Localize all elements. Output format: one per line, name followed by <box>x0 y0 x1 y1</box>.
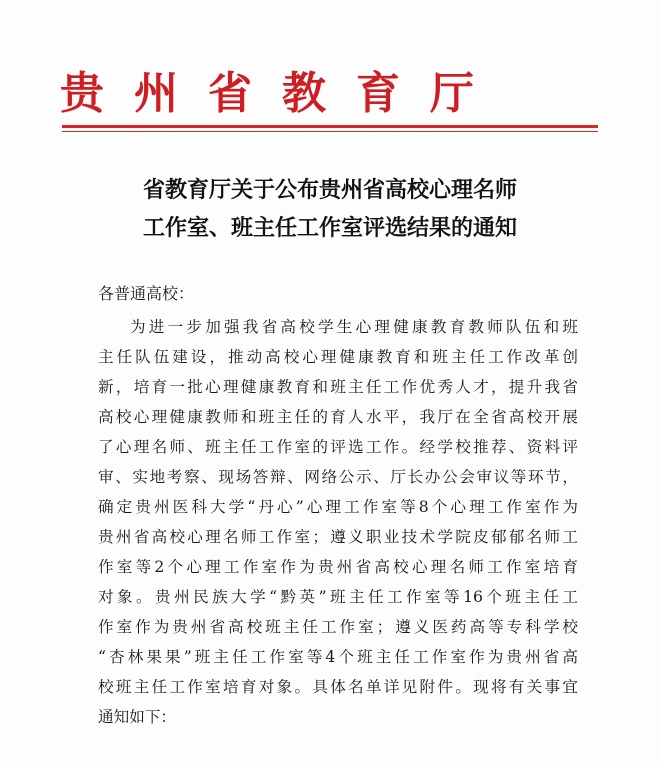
body-line: 对象。贵州民族大学“黔英”班主任工作室等16个班主任工 <box>98 588 578 606</box>
document-title-line: 工作室、班主任工作室评选结果的通知 <box>142 216 517 241</box>
letterhead-divider-thin <box>62 131 598 132</box>
body-line: 作室等2个心理工作室作为贵州省高校心理名师工作室培育 <box>98 558 578 576</box>
letterhead-divider-thick <box>62 125 598 128</box>
body-line: 通知如下： <box>98 708 176 726</box>
body-line: 主任队伍建设，推动高校心理健康教育和班主任工作改革创 <box>98 348 578 366</box>
document-title <box>60 172 600 248</box>
body-line: 校班主任工作室培育对象。具体名单详见附件。现将有关事宜 <box>98 678 578 696</box>
body-line: 作室作为贵州省高校班主任工作室；遵义医药高等专科学校 <box>98 618 578 636</box>
document-title-line: 省教育厅关于公布贵州省高校心理名师 <box>142 178 517 203</box>
body-line: “杏林果果”班主任工作室等4个班主任工作室作为贵州省高 <box>98 648 578 666</box>
body-line: 高校心理健康教师和班主任的育人水平，我厅在全省高校开展 <box>98 408 578 426</box>
body-line: 确定贵州医科大学“丹心”心理工作室等8个心理工作室作为 <box>98 498 578 516</box>
body-line: 审、实地考察、现场答辩、网络公示、厅长办公会审议等环节， <box>98 468 578 486</box>
body-line: 为进一步加强我省高校学生心理健康教育教师队伍和班 <box>130 318 578 336</box>
body-line: 新，培育一批心理健康教育和班主任工作优秀人才，提升我省 <box>98 378 578 396</box>
body-paragraph <box>98 312 578 732</box>
body-line: 贵州省高校心理名师工作室；遵义职业技术学院皮郁郁名师工 <box>98 528 578 546</box>
letterhead-issuer: 贵州省教育厅 <box>60 68 504 119</box>
salutation: 各普通高校： <box>98 284 195 303</box>
body-line: 了心理名师、班主任工作室的评选工作。经学校推荐、资料评 <box>98 438 578 456</box>
